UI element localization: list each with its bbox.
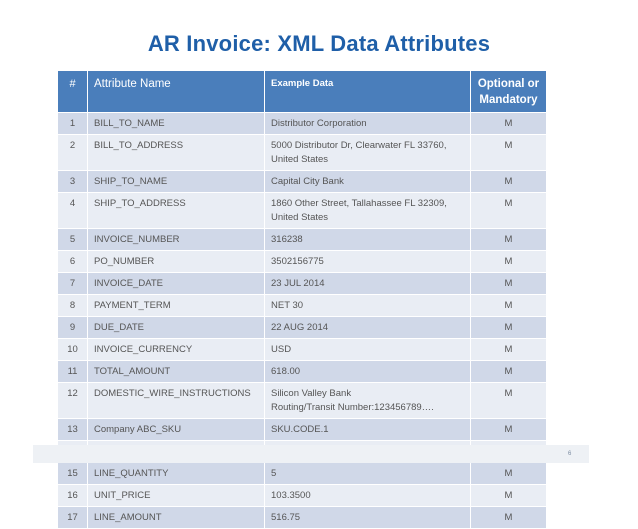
example-data-line1: 5000 Distributor Dr, Clearwater FL 33760, — [271, 140, 447, 151]
page-number: 6 — [568, 451, 572, 457]
attribute-name-cell: SHIP_TO_ADDRESS — [88, 193, 265, 229]
header-optional-mandatory — [471, 71, 547, 113]
example-data-cell — [265, 193, 471, 229]
table-row — [58, 273, 547, 295]
example-data-line1: 103.3500 — [271, 490, 311, 501]
example-data-cell — [265, 361, 471, 383]
example-data-line1: Silicon Valley Bank — [271, 388, 352, 399]
example-data-cell — [265, 485, 471, 507]
example-data-line1: Capital City Bank — [271, 176, 344, 187]
row-number: 6 — [58, 251, 88, 273]
optional-mandatory-cell: M — [471, 229, 547, 251]
table-row — [58, 295, 547, 317]
row-number: 13 — [58, 419, 88, 441]
example-data-cell — [265, 171, 471, 193]
row-number: 5 — [58, 229, 88, 251]
table-row — [58, 229, 547, 251]
optional-mandatory-cell: M — [471, 171, 547, 193]
optional-mandatory-cell: M — [471, 317, 547, 339]
row-number: 1 — [58, 113, 88, 135]
table-row — [58, 419, 547, 441]
row-number: 12 — [58, 383, 88, 419]
row-number: 16 — [58, 485, 88, 507]
optional-mandatory-cell: M — [471, 295, 547, 317]
table-row — [58, 113, 547, 135]
example-data-cell — [265, 463, 471, 485]
row-number: 9 — [58, 317, 88, 339]
header-attribute-name: Attribute Name — [88, 71, 265, 113]
example-data-cell — [265, 135, 471, 171]
table-row — [58, 339, 547, 361]
table-row — [58, 463, 547, 485]
table-row — [58, 193, 547, 229]
table-header-row — [58, 71, 547, 113]
example-data-line1: 23 JUL 2014 — [271, 278, 325, 289]
example-data-line1: 516.75 — [271, 512, 301, 523]
example-data-line1: 1860 Other Street, Tallahassee FL 32309, — [271, 198, 447, 209]
attribute-name-cell: DUE_DATE — [88, 317, 265, 339]
footer-bar — [33, 445, 589, 463]
optional-mandatory-cell: M — [471, 193, 547, 229]
optional-mandatory-cell: M — [471, 113, 547, 135]
example-data-line1: NET 30 — [271, 300, 304, 311]
example-data-cell — [265, 507, 471, 529]
example-data-cell — [265, 383, 471, 419]
example-data-cell — [265, 113, 471, 135]
example-data-line1: 618.00 — [271, 366, 301, 377]
example-data-line1: USD — [271, 344, 292, 355]
example-data-line1: 5 — [271, 468, 277, 479]
example-data-cell — [265, 317, 471, 339]
example-data-cell — [265, 273, 471, 295]
table-row — [58, 507, 547, 529]
example-data-cell — [265, 419, 471, 441]
table-row — [58, 251, 547, 273]
example-data-line2: Routing/Transit Number:123456789…. — [271, 402, 434, 413]
attribute-name-cell: PAYMENT_TERM — [88, 295, 265, 317]
table-row — [58, 317, 547, 339]
row-number: 2 — [58, 135, 88, 171]
row-number: 17 — [58, 507, 88, 529]
optional-mandatory-cell: M — [471, 383, 547, 419]
row-number: 3 — [58, 171, 88, 193]
header-optional-line2: Mandatory — [479, 94, 538, 106]
example-data-line1: SKU.CODE.1 — [271, 424, 329, 435]
row-number: 8 — [58, 295, 88, 317]
optional-mandatory-cell: M — [471, 273, 547, 295]
header-num: # — [58, 71, 88, 113]
attribute-name-cell: Company ABC_SKU — [88, 419, 265, 441]
example-data-line1: 3502156775 — [271, 256, 324, 267]
table-row — [58, 383, 547, 419]
example-data-cell — [265, 251, 471, 273]
example-data-line1: 316238 — [271, 234, 303, 245]
header-example-data: Example Data — [265, 71, 471, 113]
attribute-name-cell: PO_NUMBER — [88, 251, 265, 273]
attribute-name-cell: DOMESTIC_WIRE_INSTRUCTIONS — [88, 383, 265, 419]
row-number: 15 — [58, 463, 88, 485]
table-row — [58, 171, 547, 193]
optional-mandatory-cell: M — [471, 463, 547, 485]
row-number: 7 — [58, 273, 88, 295]
example-data-cell — [265, 229, 471, 251]
optional-mandatory-cell: M — [471, 339, 547, 361]
attribute-name-cell: TOTAL_AMOUNT — [88, 361, 265, 383]
attribute-name-cell: LINE_AMOUNT — [88, 507, 265, 529]
optional-mandatory-cell: M — [471, 485, 547, 507]
row-number: 11 — [58, 361, 88, 383]
table-body — [58, 113, 547, 529]
attribute-name-cell: BILL_TO_NAME — [88, 113, 265, 135]
header-optional-line1: Optional or — [477, 78, 540, 90]
table-row — [58, 135, 547, 171]
slide-title: AR Invoice: XML Data Attributes — [147, 31, 491, 56]
example-data-cell — [265, 339, 471, 361]
attribute-name-cell: BILL_TO_ADDRESS — [88, 135, 265, 171]
example-data-line1: 22 AUG 2014 — [271, 322, 329, 333]
table-row — [58, 485, 547, 507]
attribute-name-cell: UNIT_PRICE — [88, 485, 265, 507]
attribute-name-cell: INVOICE_DATE — [88, 273, 265, 295]
optional-mandatory-cell: M — [471, 361, 547, 383]
attribute-name-cell: SHIP_TO_NAME — [88, 171, 265, 193]
example-data-cell — [265, 295, 471, 317]
optional-mandatory-cell: M — [471, 419, 547, 441]
optional-mandatory-cell: M — [471, 135, 547, 171]
row-number: 10 — [58, 339, 88, 361]
attribute-name-cell: LINE_QUANTITY — [88, 463, 265, 485]
example-data-line2: United States — [271, 154, 329, 165]
table-row — [58, 361, 547, 383]
optional-mandatory-cell: M — [471, 251, 547, 273]
attribute-name-cell: INVOICE_NUMBER — [88, 229, 265, 251]
optional-mandatory-cell: M — [471, 507, 547, 529]
row-number: 4 — [58, 193, 88, 229]
example-data-line1: Distributor Corporation — [271, 118, 367, 129]
attribute-name-cell: INVOICE_CURRENCY — [88, 339, 265, 361]
example-data-line2: United States — [271, 212, 329, 223]
